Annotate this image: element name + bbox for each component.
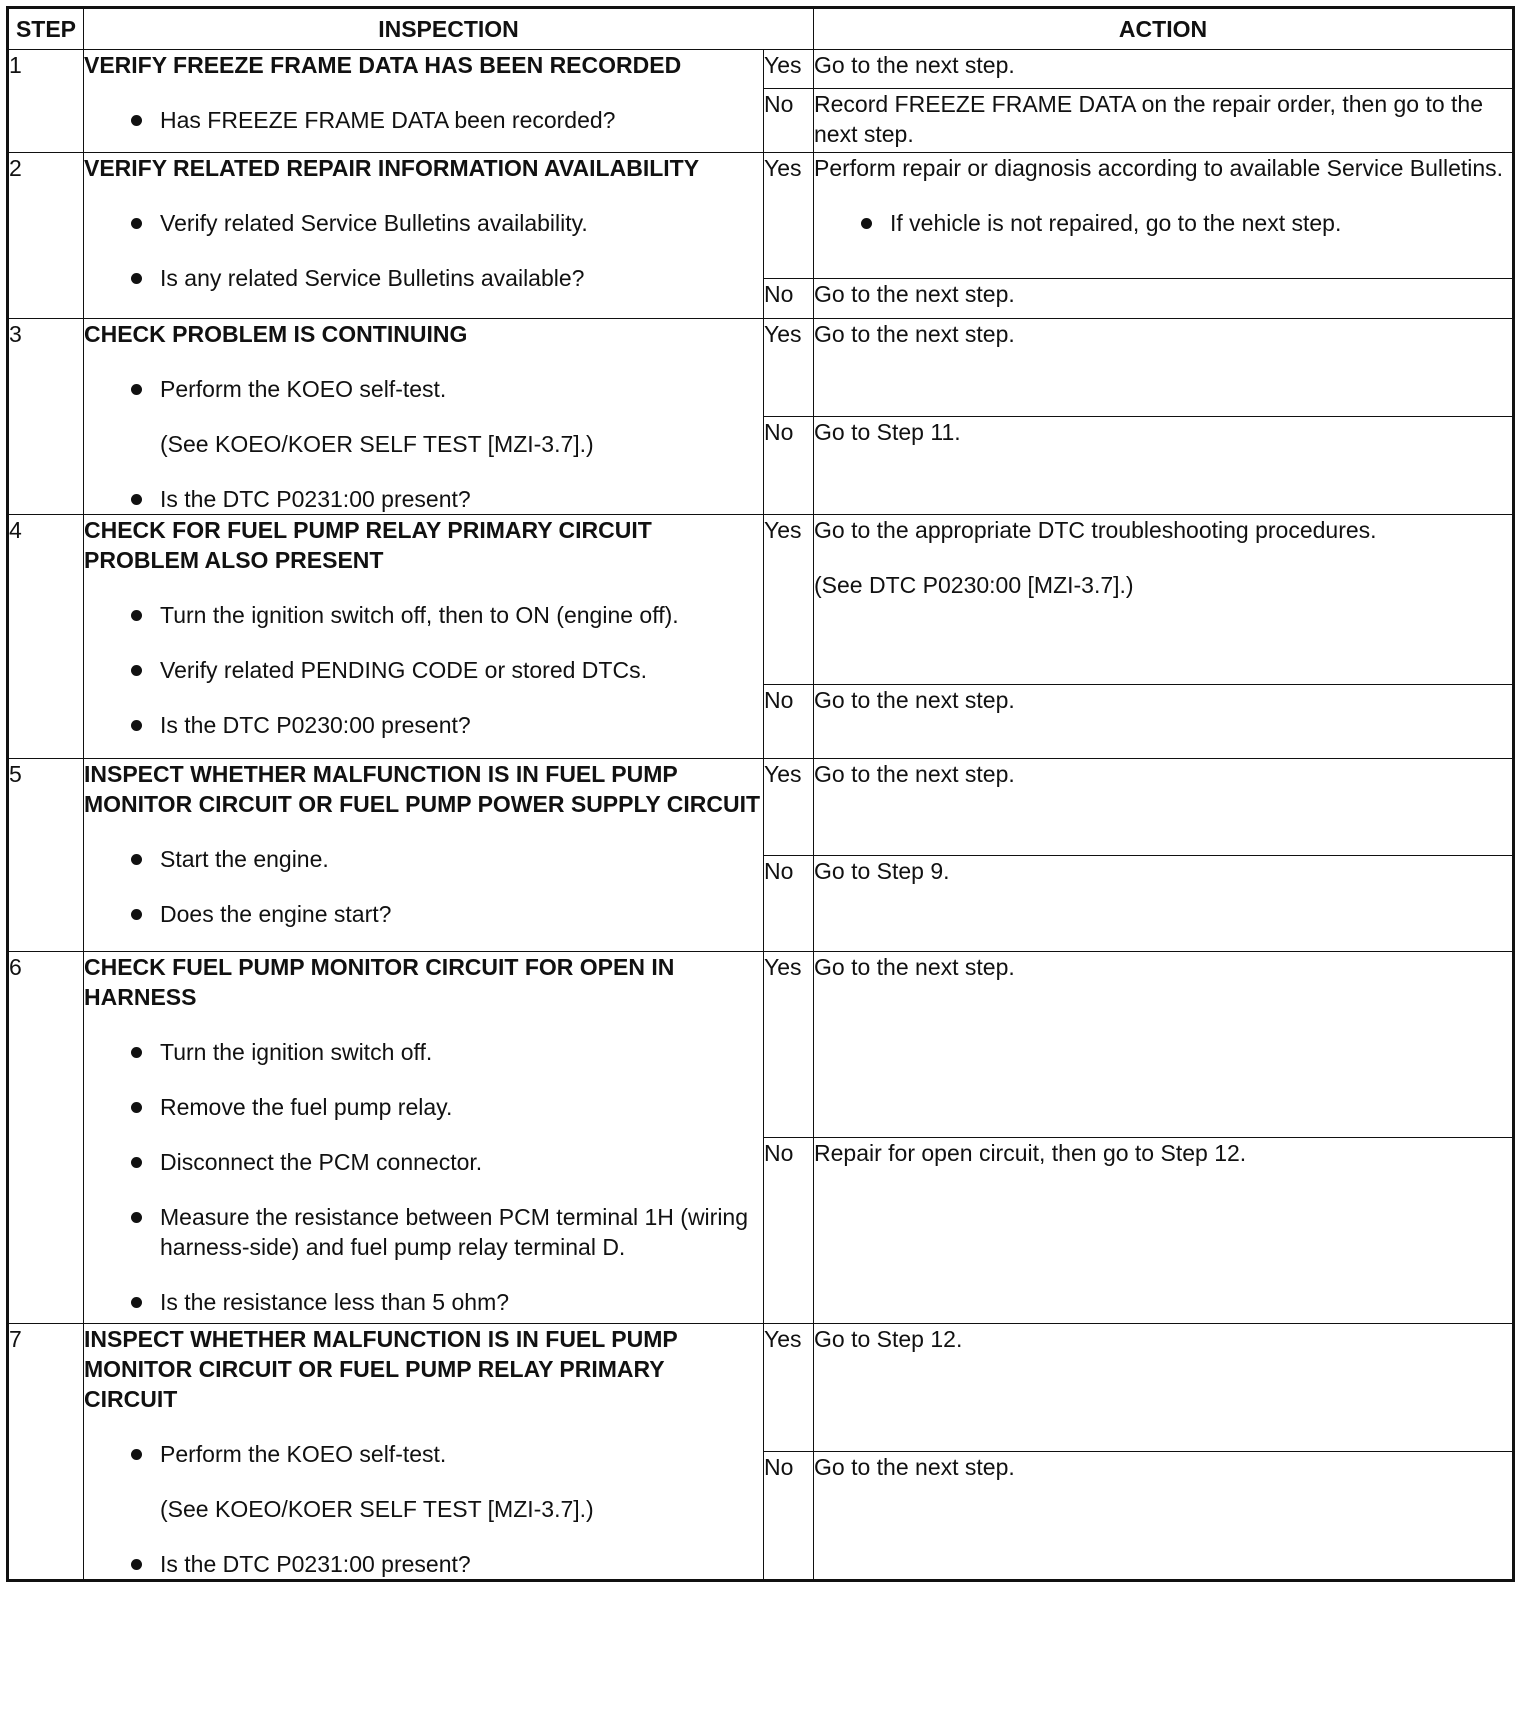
step-title: CHECK FUEL PUMP MONITOR CIRCUIT FOR OPEN IN HARNESS: [84, 954, 675, 1010]
step-title: INSPECT WHETHER MALFUNCTION IS IN FUEL PUMP MONITOR CIRCUIT OR FUEL PUMP RELAY PRIMARY CIRCUIT: [84, 1326, 678, 1412]
step-number: 3: [8, 319, 84, 515]
action-text: Go to the appropriate DTC troubleshooting procedures.: [814, 517, 1377, 543]
no-label: No: [764, 1138, 814, 1324]
action-text: Go to the next step.: [814, 1453, 1015, 1480]
inspection-bullet: Is the resistance less than 5 ohm?: [84, 1287, 763, 1317]
table-header-row: [8, 8, 1514, 50]
action-text: Go to the next step.: [814, 281, 1015, 307]
no-label: No: [764, 279, 814, 319]
no-action-cell: [814, 89, 1514, 153]
yes-label: Yes: [764, 759, 814, 856]
step-number: 6: [8, 952, 84, 1324]
inspection-cell: [84, 153, 764, 319]
inspection-note: (See KOEO/KOER SELF TEST [MZI-3.7].): [160, 1496, 594, 1522]
no-label: No: [764, 1451, 814, 1580]
yes-label: Yes: [764, 153, 814, 279]
inspection-bullet: Does the engine start?: [84, 899, 763, 929]
inspection-bullet: Turn the ignition switch off.: [84, 1037, 763, 1067]
step-title: CHECK FOR FUEL PUMP RELAY PRIMARY CIRCUIT PROBLEM ALSO PRESENT: [84, 517, 652, 573]
action-text: Go to the next step.: [814, 321, 1015, 347]
yes-label: Yes: [764, 515, 814, 685]
step-row-yes: [8, 153, 1514, 279]
inspection-bullet: Has FREEZE FRAME DATA been recorded?: [84, 105, 763, 135]
step-number: 5: [8, 759, 84, 952]
inspection-bullet: Remove the fuel pump relay.: [84, 1092, 763, 1122]
action-text: Go to Step 9.: [814, 858, 950, 884]
inspection-bullet: Perform the KOEO self-test.: [84, 374, 763, 404]
no-label: No: [764, 856, 814, 952]
header-step: STEP: [8, 8, 84, 50]
step-title: VERIFY FREEZE FRAME DATA HAS BEEN RECORDED: [84, 52, 682, 78]
step-row-yes: [8, 319, 1514, 417]
no-action-cell: [814, 1451, 1514, 1580]
yes-label: Yes: [764, 319, 814, 417]
step-title: VERIFY RELATED REPAIR INFORMATION AVAILABILITY: [84, 155, 700, 181]
step-number: 2: [8, 153, 84, 319]
step-number: 7: [8, 1324, 84, 1581]
yes-label: Yes: [764, 50, 814, 89]
inspection-bullet: Is the DTC P0231:00 present?: [84, 484, 763, 514]
inspection-bullet: Is any related Service Bulletins available?: [84, 263, 763, 293]
step-number: 1: [8, 50, 84, 153]
step-row-yes: [8, 515, 1514, 685]
action-text: Go to the next step.: [814, 954, 1015, 980]
header-inspection: INSPECTION: [84, 8, 814, 50]
inspection-cell: [84, 952, 764, 1324]
yes-action-cell: [814, 153, 1514, 279]
inspection-bullet: Verify related Service Bulletins availability.: [84, 208, 763, 238]
yes-action-cell: [814, 319, 1514, 417]
yes-action-cell: [814, 759, 1514, 856]
inspection-cell: [84, 515, 764, 759]
inspection-cell: [84, 319, 764, 515]
step-row-yes: [8, 1324, 1514, 1452]
no-action-cell: [814, 417, 1514, 515]
action-text: (See DTC P0230:00 [MZI-3.7].): [814, 572, 1134, 598]
no-action-cell: [814, 856, 1514, 952]
yes-action-cell: [814, 50, 1514, 89]
no-action-cell: [814, 279, 1514, 319]
action-text: Repair for open circuit, then go to Step 12.: [814, 1140, 1247, 1166]
yes-action-cell: [814, 515, 1514, 685]
inspection-bullet: Measure the resistance between PCM terminal 1H (wiring harness-side) and fuel pump relay terminal D.: [84, 1202, 763, 1262]
inspection-bullet: Is the DTC P0231:00 present?: [84, 1549, 763, 1579]
inspection-bullet: Perform the KOEO self-test.: [84, 1439, 763, 1469]
inspection-bullet: Turn the ignition switch off, then to ON (engine off).: [84, 600, 763, 630]
no-label: No: [764, 89, 814, 153]
action-text: Go to Step 12.: [814, 1326, 963, 1352]
action-text: Record FREEZE FRAME DATA on the repair order, then go to the next step.: [814, 91, 1484, 147]
action-bullet: If vehicle is not repaired, go to the next step.: [814, 208, 1512, 238]
yes-action-cell: [814, 952, 1514, 1138]
step-title: INSPECT WHETHER MALFUNCTION IS IN FUEL PUMP MONITOR CIRCUIT OR FUEL PUMP POWER SUPPLY CIRCUIT: [84, 761, 761, 817]
step-row-yes: [8, 952, 1514, 1138]
inspection-cell: [84, 1324, 764, 1581]
inspection-bullet: Is the DTC P0230:00 present?: [84, 710, 763, 740]
inspection-bullet: Disconnect the PCM connector.: [84, 1147, 763, 1177]
inspection-note: (See KOEO/KOER SELF TEST [MZI-3.7].): [160, 431, 594, 457]
action-text: Go to the next step.: [814, 52, 1015, 78]
document: [6, 6, 1512, 1582]
no-action-cell: [814, 1138, 1514, 1324]
yes-action-cell: [814, 1324, 1514, 1452]
action-text: Go to Step 11.: [814, 419, 961, 445]
action-text: Go to the next step.: [814, 687, 1015, 713]
inspection-cell: [84, 50, 764, 153]
inspection-bullet: Verify related PENDING CODE or stored DTCs.: [84, 655, 763, 685]
yes-label: Yes: [764, 1324, 814, 1452]
no-label: No: [764, 417, 814, 515]
header-action: ACTION: [814, 8, 1514, 50]
table-body: [8, 50, 1514, 1581]
yes-label: Yes: [764, 952, 814, 1138]
inspection-bullet: Start the engine.: [84, 844, 763, 874]
action-text: Perform repair or diagnosis according to available Service Bulletins.: [814, 155, 1504, 181]
inspection-cell: [84, 759, 764, 952]
step-row-yes: [8, 759, 1514, 856]
no-label: No: [764, 685, 814, 759]
diagnostic-procedure-table: [6, 6, 1515, 1582]
step-title: CHECK PROBLEM IS CONTINUING: [84, 321, 468, 347]
no-action-cell: [814, 685, 1514, 759]
step-number: 4: [8, 515, 84, 759]
action-text: Go to the next step.: [814, 761, 1015, 787]
step-row-yes: [8, 50, 1514, 89]
